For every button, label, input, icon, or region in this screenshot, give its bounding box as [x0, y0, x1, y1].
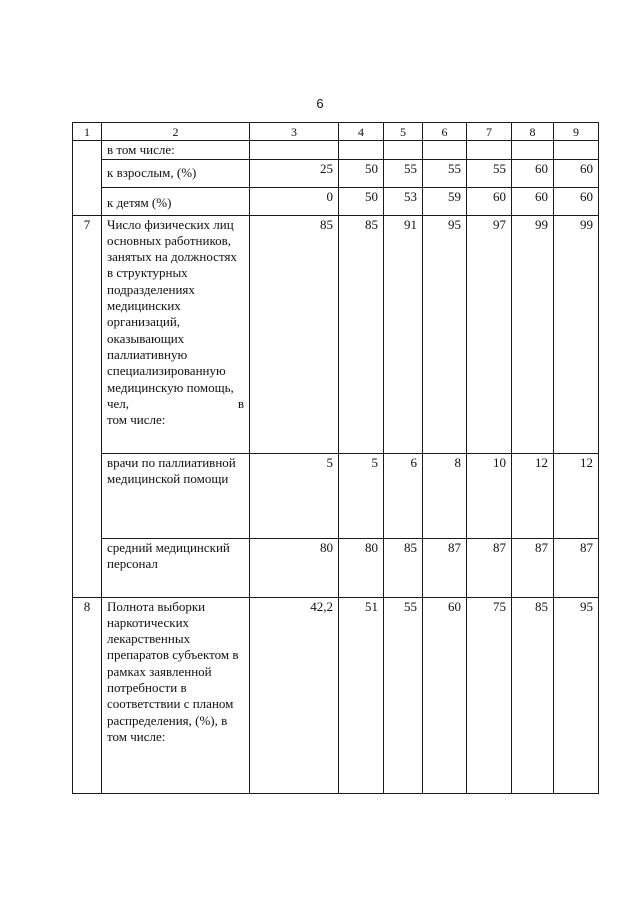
value-cell: 85 [339, 215, 384, 453]
value-cell: 85 [512, 597, 554, 793]
value-cell: 95 [554, 597, 599, 793]
value-cell: 55 [384, 597, 423, 793]
value-cell: 0 [250, 187, 339, 215]
index-cell: 8 [73, 597, 102, 793]
row-label-tail: в [237, 395, 244, 411]
value-cell: 87 [512, 538, 554, 597]
value-cell: 12 [554, 453, 599, 538]
value-cell: 80 [250, 538, 339, 597]
value-cell: 6 [384, 453, 423, 538]
row-label: средний медицинский персонал [102, 538, 250, 597]
row-label: к взрослым, (%) [102, 159, 250, 187]
header-cell: 3 [250, 123, 339, 141]
value-cell: 95 [423, 215, 467, 453]
value-cell: 60 [467, 187, 512, 215]
header-cell: 9 [554, 123, 599, 141]
value-cell: 85 [250, 215, 339, 453]
row-label: врачи по паллиативной медицинской помощи [102, 453, 250, 538]
value-cell: 97 [467, 215, 512, 453]
value-cell: 99 [512, 215, 554, 453]
value-cell: 55 [467, 159, 512, 187]
table-row [73, 453, 599, 538]
value-cell: 51 [339, 597, 384, 793]
value-cell: 5 [339, 453, 384, 538]
header-cell: 6 [423, 123, 467, 141]
value-cell: 60 [554, 187, 599, 215]
value-cell: 87 [423, 538, 467, 597]
header-cell: 5 [384, 123, 423, 141]
table-row [73, 538, 599, 597]
table-row [73, 597, 599, 793]
value-cell: 60 [512, 187, 554, 215]
table-row [73, 141, 599, 159]
value-cell: 85 [384, 538, 423, 597]
row-label: в том числе: [102, 141, 250, 159]
value-cell: 10 [467, 453, 512, 538]
header-cell: 2 [102, 123, 250, 141]
value-cell: 50 [339, 159, 384, 187]
value-cell: 99 [554, 215, 599, 453]
page-number: 6 [316, 96, 324, 111]
row-label [102, 215, 250, 453]
value-cell: 25 [250, 159, 339, 187]
value-cell: 87 [467, 538, 512, 597]
table-row [73, 187, 599, 215]
value-cell: 8 [423, 453, 467, 538]
row-label-end: том числе: [107, 412, 166, 428]
value-cell: 59 [423, 187, 467, 215]
header-cell: 1 [73, 123, 102, 141]
value-cell: 55 [384, 159, 423, 187]
value-cell: 75 [467, 597, 512, 793]
table-row [73, 159, 599, 187]
value-cell: 60 [423, 597, 467, 793]
row-label: Полнота выборки наркотических лекарственных препаратов субъектом в рамках заявленной потребности в соответствии с планом распределения, (%), в том числе: [102, 597, 250, 793]
header-cell: 7 [467, 123, 512, 141]
value-cell: 60 [554, 159, 599, 187]
index-cell: 7 [73, 215, 102, 597]
value-cell: 12 [512, 453, 554, 538]
value-cell: 53 [384, 187, 423, 215]
value-cell: 42,2 [250, 597, 339, 793]
row-label: к детям (%) [102, 187, 250, 215]
header-cell: 8 [512, 123, 554, 141]
value-cell: 50 [339, 187, 384, 215]
indicators-table [72, 122, 599, 794]
index-cell [73, 141, 102, 215]
value-cell: 5 [250, 453, 339, 538]
table-header-row [73, 123, 599, 141]
value-cell: 87 [554, 538, 599, 597]
value-cell: 91 [384, 215, 423, 453]
row-label-main: Число физических лиц основных работников, занятых на должностях в структурных подразделениях медицинских организаций, оказывающих паллиативную специализированную медицинскую помощь, чел, [107, 216, 237, 411]
header-cell: 4 [339, 123, 384, 141]
table-row [73, 215, 599, 453]
value-cell: 80 [339, 538, 384, 597]
value-cell: 55 [423, 159, 467, 187]
value-cell: 60 [512, 159, 554, 187]
